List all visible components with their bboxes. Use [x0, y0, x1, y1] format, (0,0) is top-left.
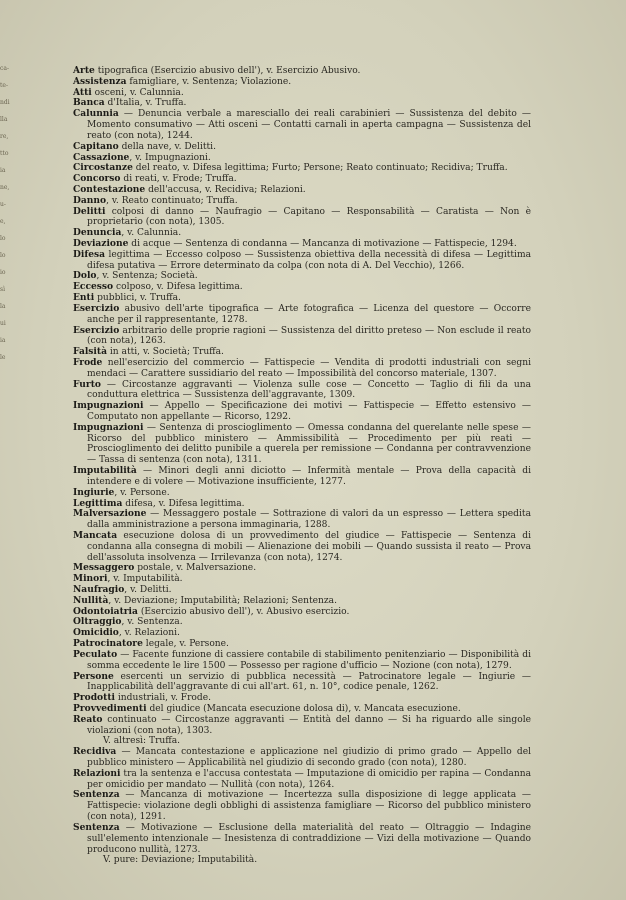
entry-text: , v. Relazioni. — [118, 628, 180, 639]
subject-index — [73, 66, 531, 866]
entry-text: , v. Sentenza; Società. — [96, 271, 198, 282]
entry-heading: Recidiva — [73, 746, 117, 758]
entry-text: tra la sentenza e l'accusa contestata — Imputazione di omicidio per rapina — Condanna per omicidio per mandato — Nullità (con nota), 1264. — [87, 768, 531, 790]
edge-fragment: lo — [0, 235, 6, 242]
entry-text: — Motivazione — Esclusione della materialità del reato — Oltraggio — Indagine sull'elemento intenzionale — Inesistenza di contraddizione — Vizi della motivazione — Quando producono nullità, 1273. — [87, 822, 531, 855]
entry-text: d'Italia, v. Truffa. — [104, 98, 187, 109]
entry-heading: Deviazione — [73, 238, 129, 249]
entry-text: legittima — Eccesso colposo — Sussistenza obiettiva della necessità di difesa — Legittima difesa putativa — Errore determinato da colpa (con nota di A. Del Vecchio), 1266. — [87, 249, 531, 271]
entry-heading: Delitti — [73, 205, 106, 217]
entry-text: — Circostanze aggravanti — Violenza sulle cose — Concetto — Taglio di fili da una conduttura elettrica — Sussistenza dell'aggravante, 1309. — [87, 379, 531, 401]
entry-heading: Malversazione — [73, 508, 147, 520]
index-entry — [73, 704, 531, 715]
entry-heading: Mancata — [73, 529, 118, 541]
entry-heading: Legittima — [73, 497, 123, 509]
entry-heading: Eccesso — [73, 281, 114, 293]
entry-text: in atti, v. Società; Truffa. — [106, 347, 224, 358]
entry-heading: Contestazione — [73, 183, 146, 195]
index-entry — [73, 617, 531, 628]
entry-text: della nave, v. Delitti. — [118, 141, 216, 152]
entry-heading: Difesa — [73, 248, 106, 260]
entry-text: — Denuncia verbale a maresciallo dei reali carabinieri — Sussistenza del debito — Momento consumativo — Atti osceni — Contatti carnali in aperta campagna — Sussistenza del reato (con nota), 1244. — [87, 109, 531, 141]
index-entry — [73, 228, 531, 239]
index-entry — [73, 488, 531, 499]
entry-text: dell'accusa, v. Recidiva; Relazioni. — [145, 184, 306, 195]
entry-text: famigliare, v. Sentenza; Violazione. — [126, 76, 292, 87]
index-entry — [73, 304, 531, 326]
index-entry — [73, 239, 531, 250]
entry-text: , v. Delitti. — [124, 585, 172, 595]
index-entry — [73, 326, 531, 348]
index-entry — [73, 672, 531, 694]
entry-text: postale, v. Malversazione. — [134, 563, 257, 574]
index-entry — [73, 153, 531, 164]
edge-fragment: le — [0, 354, 6, 361]
entry-text: osceni, v. Calunnia. — [91, 87, 184, 98]
entry-heading: Prodotti — [73, 692, 115, 704]
index-entry — [73, 715, 531, 737]
index-entry — [73, 855, 531, 866]
entry-text: difesa, v. Difesa legittima. — [122, 498, 245, 509]
entry-text: , v. Sentenza. — [121, 617, 183, 628]
entry-heading: Provvedimenti — [73, 702, 147, 714]
entry-heading: Impugnazioni — [73, 400, 144, 412]
entry-text: , v. Reato continuato; Truffa. — [106, 195, 238, 206]
index-entry — [73, 109, 531, 141]
entry-text: industriali, v. Frode. — [114, 693, 211, 704]
index-entry — [73, 650, 531, 672]
entry-heading: Atti — [73, 86, 92, 98]
edge-fragment: lla — [0, 116, 8, 123]
edge-fragment: tto — [0, 150, 9, 157]
index-entry — [73, 77, 531, 88]
index-entry — [73, 282, 531, 293]
edge-fragment: la — [0, 303, 6, 310]
index-entry — [73, 250, 531, 272]
index-entry — [73, 466, 531, 488]
entry-heading: Enti — [73, 292, 95, 304]
entry-heading: Falsità — [73, 346, 107, 358]
entry-text: colposi di danno — Naufragio — Capitano — Responsabilità — Caratista — Non è proprietario (con nota), 1305. — [87, 206, 531, 228]
entry-text: , v. Calunnia. — [121, 228, 182, 239]
entry-text: , v. Deviazione; Imputabilità; Relazioni; Sentenza. — [108, 595, 337, 606]
index-entry — [73, 423, 531, 466]
entry-heading: Minori — [73, 573, 108, 585]
entry-heading: Sentenza — [73, 789, 120, 801]
edge-fragment: ui — [0, 320, 6, 327]
entry-text: — Mancata contestazione e applicazione nel giudizio di primo grado — Appello del pubblico ministero — Applicabilità nel giudizio di secondo grado (con nota), 1280. — [87, 747, 531, 768]
index-entry — [73, 574, 531, 585]
entry-text: , v. Persone. — [114, 487, 170, 498]
index-entry — [73, 207, 531, 229]
entry-text: , v. Impugnazioni. — [129, 152, 211, 163]
index-entry — [73, 185, 531, 196]
entry-heading: Assistenza — [73, 75, 127, 87]
index-entry — [73, 196, 531, 207]
entry-heading: Nullità — [73, 594, 109, 606]
index-entry — [73, 639, 531, 650]
entry-heading: Odontoiatria — [73, 605, 138, 617]
entry-heading: Reato — [73, 713, 103, 725]
entry-text: — Facente funzione di cassiere contabile di stabilimento penitenziario — Disponibilità di somma eccedente le lire 1500 — Possesso per ragione d'ufficio — Nozione (con nota), 1279. — [87, 649, 531, 671]
entry-text: — Appello — Specificazione dei motivi — Fattispecie — Effetto estensivo — Computato non appellante — Ricorso, 1292. — [87, 401, 531, 422]
entry-heading: Calunnia — [73, 108, 119, 120]
index-entry — [73, 66, 531, 77]
entry-heading: Relazioni — [73, 767, 121, 779]
entry-text: — Messaggero postale — Sottrazione di valori da un espresso — Lettera spedita dalla amministrazione a persona immaginaria, 1288. — [87, 509, 531, 531]
entry-heading: Dolo — [73, 270, 97, 282]
entry-heading: Peculato — [73, 648, 118, 660]
index-entry — [73, 98, 531, 109]
entry-text: — Sentenza di proscioglimento — Omessa condanna del querelante nelle spese — Ricorso del pubblico ministero — Ammissibilità — Procedimento per più reati — Proscioglimento dei delitto punibile a querela per remissione — Condanna per contravvenzione — Tassa di sentenza (con nota), 1311. — [87, 422, 531, 466]
entry-text: — Minori degli anni diciotto — Infermità mentale — Prova della capacità di intendere e di volere — Motivazione insufficiente, 1277. — [87, 466, 531, 487]
index-entry — [73, 823, 531, 855]
index-entry — [73, 531, 531, 563]
entry-heading: Naufragio — [73, 584, 125, 595]
index-entry — [73, 293, 531, 304]
entry-text: del reato, v. Difesa legittima; Furto; Persone; Reato continuato; Recidiva; Truffa. — [132, 163, 508, 174]
entry-text: , v. Imputabilità. — [107, 574, 183, 585]
edge-fragment: re, — [0, 133, 9, 140]
entry-text: abusivo dell'arte tipografica — Arte fotografica — Licenza del questore — Occorre anche per il rappresentante, 1278. — [87, 303, 531, 325]
index-entry — [73, 271, 531, 282]
entry-heading: Omicidio — [73, 627, 119, 639]
entry-heading: Frode — [73, 356, 103, 368]
entry-heading: Furto — [73, 378, 101, 390]
entry-text: colposo, v. Difesa legittima. — [113, 282, 243, 293]
entry-heading: Ingiurie — [73, 486, 115, 498]
edge-fragment: u- — [0, 201, 6, 208]
entry-heading: Esercizio — [73, 324, 120, 336]
entry-heading: Arte — [73, 65, 95, 76]
entry-heading: Denuncia — [73, 227, 122, 239]
edge-fragment: lo — [0, 252, 6, 259]
index-entry — [73, 585, 531, 596]
entry-heading: Impugnazioni — [73, 421, 144, 433]
entry-text: del giudice (Mancata esecuzione dolosa di), v. Mancata esecuzione. — [146, 703, 461, 714]
index-entry — [73, 163, 531, 174]
entry-text: nell'esercizio del commercio — Fattispecie — Vendita di prodotti industriali con segni mendaci — Carattere sussidiario del reato — Impossibilità del concorso materiale, 1307. — [87, 357, 531, 379]
entry-heading: Patrocinatore — [73, 638, 143, 650]
index-entry — [73, 142, 531, 153]
entry-text: esecuzione dolosa di un provvedimento del giudice — Fattispecie — Sentenza di condanna alla consegna di mobili — Alienazione dei mobili — Quando sussista il reato — Prova dell'assoluta insolvenza — Irrilevanza (con nota), 1274. — [87, 530, 531, 563]
index-entry — [73, 790, 531, 822]
index-entry — [73, 747, 531, 769]
entry-heading: Imputabilità — [73, 465, 137, 477]
left-margin-fragments — [0, 60, 14, 500]
index-entry — [73, 401, 531, 423]
index-entry — [73, 607, 531, 618]
entry-heading: Persone — [73, 670, 114, 682]
entry-text: V. pure: Deviazione; Imputabilità. — [103, 855, 258, 866]
index-entry — [73, 563, 531, 574]
edge-fragment: ndi — [0, 99, 10, 106]
index-entry — [73, 347, 531, 358]
edge-fragment: e, — [0, 218, 6, 225]
entry-text: tipografica (Esercizio abusivo dell'), v. Esercizio Abusivo. — [94, 66, 361, 76]
index-entry — [73, 596, 531, 607]
entry-text: — Mancanza di motivazione — Incertezza sulla disposizione di legge applicata — Fattispecie: violazione degli obblighi di assistenza famigliare — Ricorso del pubblico ministero (con nota), 1291. — [87, 790, 531, 823]
edge-fragment: ne, — [0, 184, 10, 191]
entry-heading: Banca — [73, 97, 105, 109]
entry-text: di reati, v. Frode; Truffa. — [120, 174, 237, 185]
entry-text: arbitrario delle proprie ragioni — Sussistenza del diritto preteso — Non esclude il reato (con nota), 1263. — [87, 325, 531, 347]
index-entry — [73, 769, 531, 791]
entry-text: (Esercizio abusivo dell'), v. Abusivo esercizio. — [137, 606, 350, 617]
entry-heading: Concorso — [73, 173, 121, 185]
edge-fragment: te- — [0, 82, 8, 89]
entry-heading: Messaggero — [73, 562, 135, 574]
entry-text: continuato — Circostanze aggravanti — Entità del danno — Si ha riguardo alle singole violazioni (con nota), 1303. — [87, 714, 531, 736]
entry-text: di acque — Sentenza di condanna — Mancanza di motivazione — Fattispecie, 1294. — [128, 239, 517, 249]
entry-heading: Cassazione — [73, 151, 130, 163]
entry-text: pubblici, v. Truffa. — [94, 293, 181, 304]
index-entry — [73, 509, 531, 531]
entry-heading: Danno — [73, 194, 107, 206]
edge-fragment: io — [0, 269, 6, 276]
entry-text: V. altresì: Truffa. — [103, 736, 181, 747]
edge-fragment: ia — [0, 167, 6, 174]
index-entry — [73, 358, 531, 380]
entry-text: legale, v. Persone. — [142, 639, 229, 650]
entry-heading: Esercizio — [73, 302, 120, 314]
index-entry — [73, 380, 531, 402]
entry-heading: Capitano — [73, 140, 119, 152]
index-entry — [73, 88, 531, 99]
entry-heading: Circostanze — [73, 162, 133, 174]
index-entry — [73, 736, 531, 747]
entry-heading: Oltraggio — [73, 616, 122, 628]
entry-heading: Sentenza — [73, 821, 120, 833]
entry-text: esercenti un servizio di pubblica necessità — Patrocinatore legale — Ingiurie — Inapplicabilità dell'aggravante di cui all'art. 61, n. 10°, codice penale, 1262. — [87, 671, 531, 693]
edge-fragment: ca- — [0, 65, 9, 72]
edge-fragment: ia — [0, 337, 6, 344]
edge-fragment: sì — [0, 286, 5, 293]
